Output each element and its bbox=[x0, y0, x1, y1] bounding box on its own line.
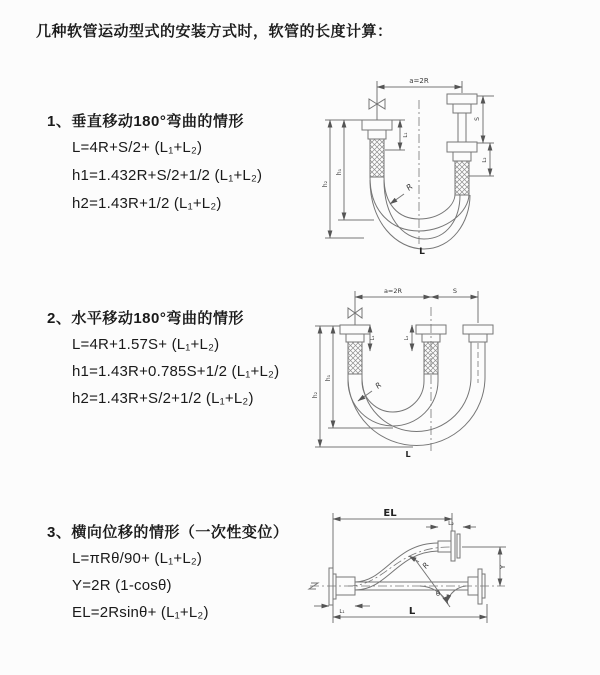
dim-label-el: EL bbox=[383, 508, 397, 519]
braided-hose-section bbox=[424, 342, 438, 374]
dim-label-theta: θ bbox=[435, 590, 441, 598]
braided-hose-section bbox=[348, 342, 362, 374]
right-fitting-upper bbox=[447, 94, 477, 142]
dim-label-l: L bbox=[419, 247, 425, 257]
right-fitting-lower bbox=[447, 142, 477, 195]
formula-h1-1: h1=1.432R+S/2+1/2 (L₁+L₂) bbox=[72, 167, 263, 184]
dim-label-l2: L₂ bbox=[482, 157, 488, 163]
left-fitting bbox=[340, 325, 370, 374]
dim-label-l2: L₂ bbox=[404, 335, 410, 341]
page-title: 几种软管运动型式的安装方式时，软管的长度计算： bbox=[36, 23, 393, 40]
dim-label-h1: h₁ bbox=[336, 168, 343, 176]
formula-length-2: L=4R+1.57S+ (L₁+L₂) bbox=[72, 336, 220, 353]
right-fitting bbox=[468, 569, 485, 604]
formula-el-3: EL=2Rsinθ+ (L₁+L₂) bbox=[72, 604, 209, 621]
dim-label-l: L bbox=[408, 606, 416, 617]
dimension-h1 bbox=[325, 120, 374, 220]
dimension-l1 bbox=[385, 120, 409, 150]
dim-label-l2: L₂ bbox=[448, 520, 454, 527]
radius-callout bbox=[409, 556, 431, 570]
dim-label-a2r: a=2R bbox=[409, 77, 429, 85]
dimension-l2 bbox=[469, 143, 494, 176]
hose-u-curves bbox=[348, 348, 485, 446]
dimension-l bbox=[333, 604, 487, 623]
section-3-heading: 3、横向位移的情形（一次性变位） bbox=[47, 524, 289, 541]
dimension-l1 bbox=[370, 325, 376, 351]
dim-label-r: R bbox=[404, 182, 415, 193]
upper-right-flange bbox=[438, 531, 460, 561]
section-2-heading: 2、水平移动180°弯曲的情形 bbox=[47, 310, 244, 327]
dim-label-l1: L₁ bbox=[403, 132, 409, 138]
dim-label-y: Y bbox=[499, 564, 507, 570]
braided-hose-section bbox=[455, 161, 469, 195]
dim-label-r: R bbox=[420, 560, 431, 571]
dimension-a2r bbox=[377, 77, 462, 93]
formula-h2-1: h2=1.43R+1/2 (L₁+L₂) bbox=[72, 195, 222, 212]
left-fitting bbox=[362, 120, 392, 177]
dim-label-a2r: a=2R bbox=[383, 287, 403, 295]
diagram-horizontal-180-bend bbox=[308, 283, 598, 463]
dim-label-h2: h₂ bbox=[322, 180, 329, 188]
radius-callout bbox=[390, 182, 415, 204]
valve-icon bbox=[348, 291, 362, 325]
dim-label-s: S bbox=[452, 287, 458, 295]
dim-label-l1: L₁ bbox=[370, 335, 376, 341]
dimension-s bbox=[431, 287, 478, 297]
left-fitting bbox=[329, 568, 355, 605]
dim-label-h1: h₁ bbox=[325, 374, 332, 382]
dimension-l2 bbox=[404, 325, 412, 351]
dimension-h1 bbox=[315, 326, 393, 428]
formula-h1-2: h1=1.43R+0.785S+1/2 (L₁+L₂) bbox=[72, 363, 280, 380]
braided-hose-section bbox=[370, 139, 384, 177]
formula-length-3: L=πRθ/90+ (L₁+L₂) bbox=[72, 550, 203, 567]
dimension-l2 bbox=[426, 520, 476, 527]
formula-h2-2: h2=1.43R+S/2+1/2 (L₁+L₂) bbox=[72, 390, 254, 407]
formula-length-1: L=4R+S/2+ (L₁+L₂) bbox=[72, 139, 203, 156]
dimension-a2r bbox=[355, 287, 478, 323]
dimension-l1 bbox=[314, 606, 370, 615]
dim-label-s: S bbox=[474, 117, 481, 121]
dimension-el bbox=[333, 508, 452, 568]
diagram-lateral-displacement bbox=[300, 505, 600, 645]
dim-label-r: R bbox=[373, 380, 384, 391]
diagram-vertical-180-bend bbox=[312, 72, 594, 258]
dim-label-h2: h₂ bbox=[312, 391, 319, 399]
dim-label-l: L bbox=[405, 450, 411, 459]
formula-y-3: Y=2R (1-cosθ) bbox=[72, 577, 172, 594]
section-1-heading: 1、垂直移动180°弯曲的情形 bbox=[47, 113, 244, 130]
dim-label-l1: L₁ bbox=[339, 609, 345, 615]
